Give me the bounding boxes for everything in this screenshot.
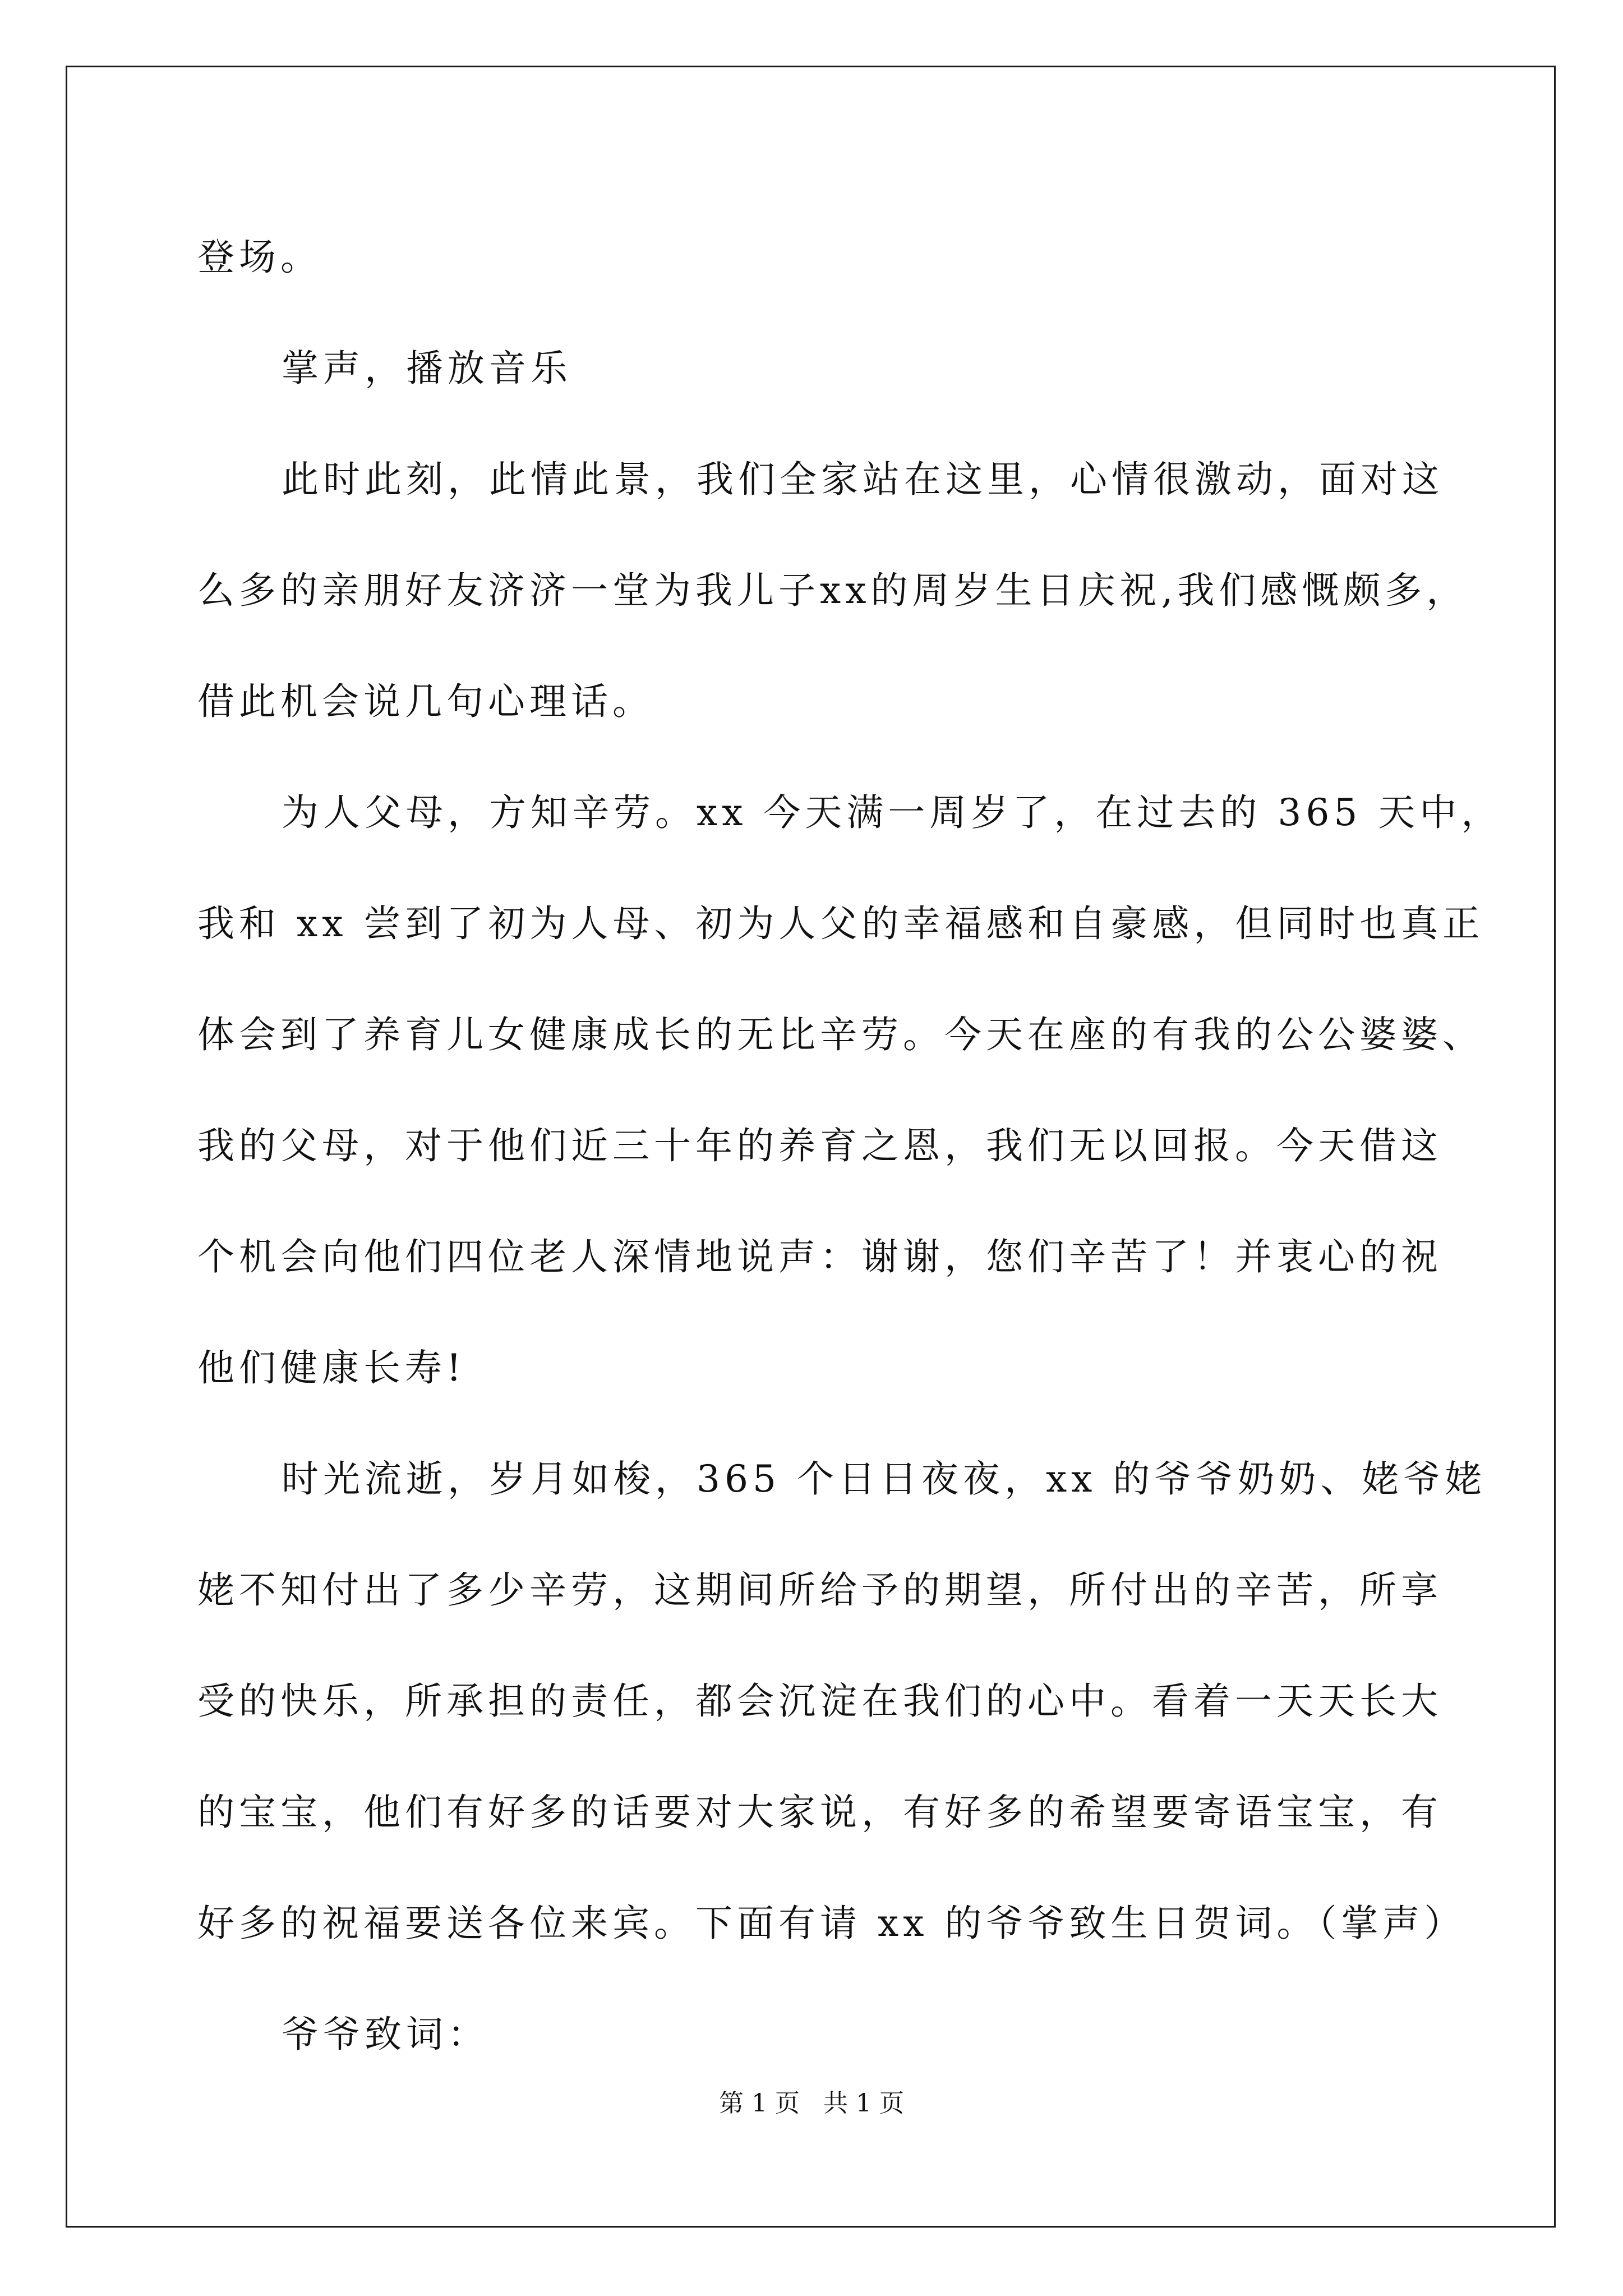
text-line: 爷爷致词： [282, 2013, 489, 2056]
document-body [197, 202, 1503, 2090]
text-line: 个机会向他们四位老人深情地说声：谢谢，您们辛苦了！并衷心的祝 [197, 1235, 1442, 1278]
text-line: 为人父母，方知辛劳。xx 今天满一周岁了，在过去的 365 天中， [282, 791, 1503, 834]
text-line: 我的父母，对于他们近三十年的养育之恩，我们无以回报。今天借这 [197, 1124, 1442, 1167]
text-line: 么多的亲朋好友济济一堂为我儿子xx的周岁生日庆祝,我们感慨颇多， [197, 569, 1468, 612]
text-line: 受的快乐，所承担的责任，都会沉淀在我们的心中。看着一天天长大 [197, 1680, 1442, 1723]
text-line: 他们健康长寿! [197, 1346, 466, 1389]
text-line: 好多的祝福要送各位来宾。下面有请 xx 的爷爷致生日贺词。（掌声） [197, 1902, 1466, 1945]
text-line: 时光流逝，岁月如梭，365 个日日夜夜，xx 的爷爷奶奶、姥爷姥 [282, 1457, 1487, 1501]
text-line: 借此机会说几句心理话。 [197, 680, 654, 723]
text-line: 掌声，播放音乐 [282, 347, 572, 390]
text-line: 我和 xx 尝到了初为人母、初为人父的幸福感和自豪感，但同时也真正 [197, 902, 1484, 945]
page-number-footer: 第 1 页 共 1 页 [719, 2089, 904, 2118]
text-line: 登场。 [197, 236, 322, 279]
text-line: 体会到了养育儿女健康成长的无比辛劳。今天在座的有我的公公婆婆、 [197, 1013, 1484, 1056]
text-line: 此时此刻，此情此景，我们全家站在这里，心情很激动，面对这 [282, 458, 1444, 501]
text-line: 姥不知付出了多少辛劳，这期间所给予的期望，所付出的辛苦，所享 [197, 1568, 1442, 1612]
text-line: 的宝宝，他们有好多的话要对大家说，有好多的希望要寄语宝宝，有 [197, 1791, 1442, 1834]
